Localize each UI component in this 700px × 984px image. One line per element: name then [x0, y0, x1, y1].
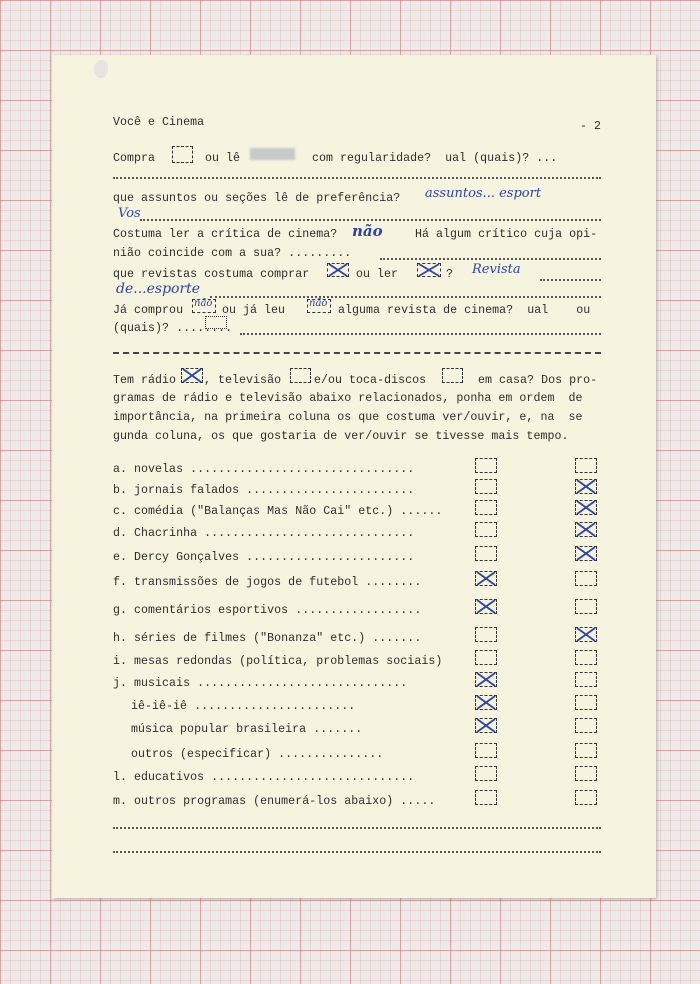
- program-label: i. mesas redondas (política, problemas sociais): [113, 655, 443, 668]
- radio-checkbox[interactable]: [181, 368, 203, 383]
- page-number: - 2: [580, 120, 602, 133]
- program-first-column-checkbox[interactable]: [475, 695, 497, 710]
- q1-buy-checkbox[interactable]: [172, 146, 193, 163]
- q1-answer-line: [113, 177, 601, 179]
- q4-text-c: ?: [446, 268, 454, 281]
- program-label: d. Chacrinha ..............................: [113, 527, 415, 540]
- q5-bought-mark: não: [194, 298, 213, 309]
- program-first-column-checkbox[interactable]: [475, 650, 497, 665]
- q1-text-b: ou lê: [205, 152, 241, 165]
- media-instructions-3: importância, na primeira coluna os que costuma ver/ouvir, e, na se: [113, 411, 583, 424]
- program-first-column-checkbox[interactable]: [475, 479, 497, 494]
- program-first-column-checkbox[interactable]: [475, 458, 497, 473]
- program-second-column-checkbox[interactable]: [575, 458, 597, 473]
- q5-text-c: alguma revista de cinema? ual ou: [338, 304, 591, 317]
- q4-handwritten-answer: Revista: [472, 262, 521, 277]
- program-first-column-checkbox[interactable]: [475, 571, 497, 586]
- program-label: h. séries de filmes ("Bonanza" etc.) .......: [113, 632, 422, 645]
- television-checkbox[interactable]: [290, 368, 311, 383]
- program-label: a. novelas ................................: [113, 463, 415, 476]
- program-second-column-checkbox[interactable]: [575, 743, 597, 758]
- program-label: m. outros programas (enumerá-los abaixo) .....: [113, 795, 436, 808]
- q2-text: que assuntos ou seções lê de preferência?: [113, 192, 401, 205]
- q5-text-d: (quais)? ........: [113, 322, 233, 335]
- q2-handwritten-answer: assuntos... esport: [425, 186, 542, 201]
- other-programs-line-1: [113, 827, 601, 829]
- program-first-column-checkbox[interactable]: [475, 500, 497, 515]
- program-label: g. comentários esportivos ..................: [113, 604, 422, 617]
- q3-answer-line: [380, 258, 601, 260]
- program-label: e. Dercy Gonçalves ........................: [113, 551, 415, 564]
- media-question-a: Tem rádio: [113, 374, 177, 387]
- q2-handwritten-answer-2: Vos: [118, 206, 141, 221]
- program-second-column-checkbox[interactable]: [575, 718, 597, 733]
- q2-answer-line: [140, 219, 601, 221]
- program-second-column-checkbox[interactable]: [575, 790, 597, 805]
- q3-handwritten-answer: não: [352, 222, 383, 240]
- q3-text: Costuma ler a crítica de cinema?: [113, 228, 338, 241]
- program-second-column-checkbox[interactable]: [575, 627, 597, 642]
- q4-read-checkbox[interactable]: [417, 263, 441, 277]
- program-label: j. musicais ..............................: [113, 677, 408, 690]
- program-label: iê-iê-iê .......................: [131, 700, 356, 713]
- program-second-column-checkbox[interactable]: [575, 650, 597, 665]
- program-first-column-checkbox[interactable]: [475, 522, 497, 537]
- q4-text-b: ou ler: [356, 268, 399, 281]
- q1-text-a: Compra: [113, 152, 156, 165]
- program-label: f. transmissões de jogos de futebol ........: [113, 576, 422, 589]
- program-second-column-checkbox[interactable]: [575, 522, 597, 537]
- program-first-column-checkbox[interactable]: [475, 599, 497, 614]
- program-label: música popular brasileira .......: [131, 723, 363, 736]
- program-second-column-checkbox[interactable]: [575, 546, 597, 561]
- program-second-column-checkbox[interactable]: [575, 479, 597, 494]
- program-first-column-checkbox[interactable]: [475, 672, 497, 687]
- q4-answer-line: [540, 279, 601, 281]
- program-label: c. comédia ("Balanças Mas Não Cai" etc.) ......: [113, 505, 443, 518]
- media-instructions-2: gramas de rádio e televisão abaixo relacionados, ponha em ordem de: [113, 392, 583, 405]
- program-first-column-checkbox[interactable]: [475, 718, 497, 733]
- program-first-column-checkbox[interactable]: [475, 766, 497, 781]
- program-second-column-checkbox[interactable]: [575, 672, 597, 687]
- media-question-c: e/ou toca-discos: [314, 374, 427, 387]
- program-label: b. jornais falados ........................: [113, 484, 415, 497]
- q4-buy-checkbox[interactable]: [327, 263, 349, 277]
- q3-text-c: nião coincide com a sua? .........: [113, 247, 352, 260]
- media-question-b: , televisão: [204, 374, 282, 387]
- record-player-checkbox[interactable]: [442, 368, 463, 383]
- q5-text: Já comprou: [113, 304, 184, 317]
- other-programs-line-2: [113, 851, 601, 853]
- program-second-column-checkbox[interactable]: [575, 571, 597, 586]
- media-instructions-4: gunda coluna, os que gostaria de ver/ouvir se tivesse mais tempo.: [113, 430, 569, 443]
- program-first-column-checkbox[interactable]: [475, 743, 497, 758]
- q3-text-b: Há algum crítico cuja opi-: [415, 228, 598, 241]
- q5-answer-line: [240, 333, 601, 335]
- program-second-column-checkbox[interactable]: [575, 599, 597, 614]
- q4-answer-line-2: [210, 296, 601, 298]
- paper-tear: [94, 60, 108, 78]
- q5-text-b: ou já leu: [222, 304, 286, 317]
- program-label: outros (especificar) ...............: [131, 748, 384, 761]
- program-second-column-checkbox[interactable]: [575, 766, 597, 781]
- program-first-column-checkbox[interactable]: [475, 790, 497, 805]
- section-separator: [113, 352, 601, 354]
- page-title: Você e Cinema: [113, 116, 205, 129]
- program-first-column-checkbox[interactable]: [475, 627, 497, 642]
- program-label: l. educativos .............................: [113, 771, 415, 784]
- q1-smudge: [250, 148, 295, 160]
- media-question-d: em casa? Dos pro-: [478, 374, 598, 387]
- q5-which-box[interactable]: [205, 316, 227, 329]
- program-first-column-checkbox[interactable]: [475, 546, 497, 561]
- q1-text-c: com regularidade? ual (quais)? ...: [312, 152, 558, 165]
- q4-handwritten-answer-2: de...esporte: [116, 281, 201, 297]
- q5-read-mark: não: [309, 298, 328, 309]
- q4-text: que revistas costuma comprar: [113, 268, 310, 281]
- program-second-column-checkbox[interactable]: [575, 500, 597, 515]
- program-second-column-checkbox[interactable]: [575, 695, 597, 710]
